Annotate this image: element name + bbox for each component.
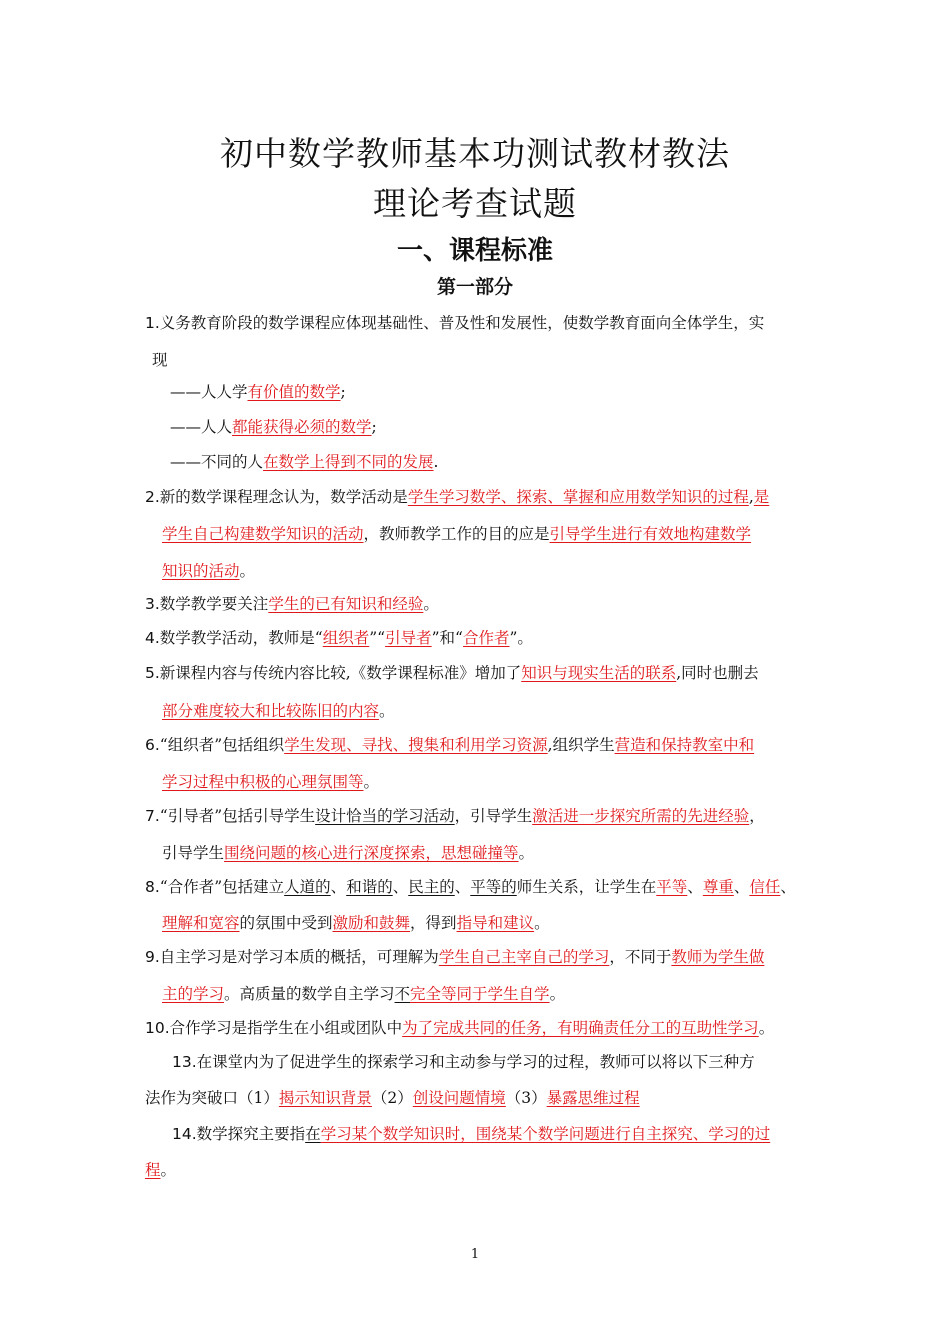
question-text: 合作学习是指学生在小组或团队中 — [169, 1019, 403, 1037]
punctuation: 、 — [687, 878, 703, 896]
question-13-continuation — [145, 1088, 640, 1108]
item-prefix: ——人人学 — [170, 383, 248, 401]
question-2 — [145, 487, 769, 507]
part-heading: 第一部分 — [436, 276, 513, 298]
question-number: 14. — [172, 1125, 197, 1143]
question-5 — [145, 663, 759, 683]
answer: 知识的活动 — [162, 562, 240, 580]
question-number: 10. — [145, 1019, 170, 1037]
question-number: 7. — [145, 807, 160, 825]
underlined-text: 人道的 — [284, 878, 331, 896]
answer: 学生的已有知识和经验 — [268, 595, 424, 613]
question-text: 现 — [152, 351, 168, 369]
answer: 尊重 — [702, 878, 734, 896]
item-suffix: ; — [340, 383, 346, 401]
punctuation: 、 — [733, 878, 750, 896]
question-text: 数学教学活动，教师是“ — [159, 629, 323, 647]
answer: 程 — [145, 1161, 161, 1179]
question-text: 数学教学要关注 — [159, 595, 269, 613]
question-text: （2） — [371, 1089, 413, 1107]
question-13 — [172, 1052, 755, 1072]
punctuation: 。 — [423, 595, 439, 613]
answer: 教师为学生做 — [671, 948, 765, 966]
question-text: “组织者”包括组织 — [159, 736, 285, 754]
underlined-text: 在 — [305, 1125, 321, 1143]
item-suffix: ; — [371, 418, 377, 436]
answer: 都能获得必须的数学 — [232, 418, 372, 436]
answer: 引导学生进行有效地构建数学 — [549, 525, 752, 543]
answer: 完全等同于学生自学 — [410, 985, 550, 1003]
question-text: 师生关系，让学生在 — [516, 878, 657, 896]
answer: 信任 — [749, 878, 781, 896]
question-14-continuation — [145, 1160, 176, 1180]
question-5-continuation — [162, 701, 395, 721]
answer: 学生自己构建数学知识的活动 — [162, 525, 364, 543]
question-number: 1. — [145, 314, 160, 332]
punctuation: 、 — [330, 878, 347, 896]
question-text: “引导者”包括引导学生 — [159, 807, 316, 825]
question-text: 法作为突破口（1） — [145, 1089, 279, 1107]
punctuation: 、 — [780, 878, 796, 896]
question-text: 在课堂内为了促进学生的探索学习和主动参与学习的过程，教师可以将以下三种方 — [196, 1053, 755, 1071]
answer: 组织者 — [322, 629, 370, 647]
question-number: 3. — [145, 595, 160, 613]
underlined-text: 不 — [394, 985, 411, 1003]
answer: 平等 — [656, 878, 688, 896]
question-number: 13. — [172, 1053, 197, 1071]
question-2-continuation-2 — [162, 561, 255, 581]
question-6 — [145, 735, 754, 755]
answer: 知识与现实生活的联系 — [521, 664, 677, 682]
answer: 创设问题情境 — [412, 1089, 506, 1107]
question-text: ，引导学生 — [454, 807, 533, 825]
question-text: 。高质量的数学自主学习 — [224, 985, 395, 1003]
answer: 学生学习数学、探索、掌握和应用数学知识的过程 — [407, 488, 749, 506]
answer: 学习某个数学知识时，围绕某个数学问题进行自主探究、学习的过 — [320, 1125, 771, 1143]
document-title-line2: 理论考查试题 — [373, 184, 577, 223]
question-text: 数学探究主要指 — [196, 1125, 306, 1143]
question-text: 自主学习是对学习本质的概括，可理解为 — [159, 948, 439, 966]
question-text: ,同时也删去 — [676, 664, 759, 682]
underlined-text: 平等的 — [470, 878, 517, 896]
question-text: ,组织学生 — [547, 736, 615, 754]
question-14 — [172, 1124, 770, 1144]
question-8 — [145, 877, 796, 897]
question-text: 引导学生 — [162, 844, 225, 862]
punctuation: 。 — [239, 562, 256, 580]
question-10 — [145, 1018, 774, 1038]
question-text: ，不同于 — [609, 948, 672, 966]
answer: 学习过程中积极的心理氛围等 — [162, 773, 364, 791]
question-9 — [145, 947, 764, 967]
answer: 理解和宽容 — [162, 914, 240, 932]
item-prefix: ——人人 — [170, 418, 233, 436]
question-2-continuation — [162, 524, 751, 544]
punctuation: 。 — [518, 844, 535, 862]
answer: 激励和鼓舞 — [332, 914, 411, 932]
answer: 在数学上得到不同的发展 — [263, 453, 434, 471]
item-suffix: . — [433, 453, 439, 471]
question-number: 5. — [145, 664, 160, 682]
document-title-line1: 初中数学教师基本功测试教材教法 — [220, 134, 730, 173]
answer: 指导和建议 — [456, 914, 535, 932]
question-text: ”“ — [369, 629, 386, 647]
answer: 引导者 — [385, 629, 432, 647]
punctuation: 。 — [534, 914, 550, 932]
answer: 主的学习 — [162, 985, 225, 1003]
punctuation: 。 — [549, 985, 566, 1003]
answer: 激活进一步探究所需的先进经验 — [532, 807, 750, 825]
question-1-continuation — [152, 350, 168, 370]
question-number: 9. — [145, 948, 160, 966]
page-number: 1 — [470, 1247, 480, 1262]
punctuation: ”。 — [509, 629, 533, 647]
question-6-continuation — [162, 772, 379, 792]
question-1-item-2 — [170, 417, 377, 437]
question-text: ，得到 — [410, 914, 457, 932]
answer: 部分难度较大和比较陈旧的内容 — [162, 702, 380, 720]
question-text: “合作者”包括建立 — [159, 878, 285, 896]
punctuation: 、 — [392, 878, 409, 896]
punctuation: 、 — [454, 878, 471, 896]
question-3 — [145, 594, 439, 614]
question-1-item-3 — [170, 452, 438, 472]
question-4 — [145, 628, 533, 648]
punctuation: 。 — [758, 1019, 775, 1037]
answer: 为了完成共同的任务，有明确责任分工的互助性学习 — [402, 1019, 759, 1037]
punctuation: 。 — [160, 1161, 177, 1179]
underlined-text: 民主的 — [408, 878, 455, 896]
question-1 — [145, 313, 764, 333]
underlined-text: 和谐的 — [346, 878, 393, 896]
punctuation: 。 — [363, 773, 380, 791]
answer: 合作者 — [462, 629, 510, 647]
question-text: 新课程内容与传统内容比较,《数学课程标准》增加了 — [159, 664, 522, 682]
section-heading: 一、课程标准 — [396, 236, 553, 266]
question-text: ，教师教学工作的目的应是 — [363, 525, 550, 543]
punctuation: 。 — [379, 702, 395, 720]
question-text: 的氛围中受到 — [239, 914, 333, 932]
answer: 学生发现、寻找、搜集和利用学习资源 — [284, 736, 548, 754]
item-prefix: ——不同的人 — [170, 453, 264, 471]
answer: 是 — [753, 488, 770, 506]
question-text: （3） — [505, 1089, 547, 1107]
punctuation: , — [748, 488, 754, 506]
question-7-continuation — [162, 843, 534, 863]
question-number: 4. — [145, 629, 160, 647]
question-text: 新的数学课程理念认为，数学活动是 — [159, 488, 408, 506]
question-8-continuation — [162, 913, 550, 933]
punctuation: ， — [749, 807, 765, 825]
answer: 揭示知识背景 — [278, 1089, 372, 1107]
underlined-text: 设计恰当的学习活动 — [315, 807, 455, 825]
question-text: ”和“ — [431, 629, 463, 647]
question-1-item-1 — [170, 382, 346, 402]
question-9-continuation — [162, 984, 565, 1004]
answer: 学生自己主宰自己的学习 — [438, 948, 610, 966]
question-number: 6. — [145, 736, 160, 754]
answer: 营造和保持教室中和 — [614, 736, 755, 754]
answer: 有价值的数学 — [247, 383, 341, 401]
answer: 暴露思维过程 — [546, 1089, 640, 1107]
question-number: 2. — [145, 488, 160, 506]
question-7 — [145, 806, 765, 826]
question-number: 8. — [145, 878, 160, 896]
question-text: 义务教育阶段的数学课程应体现基础性、普及性和发展性，使数学教育面向全体学生，实 — [159, 314, 765, 332]
answer: 围绕问题的核心进行深度探索，思想碰撞等 — [224, 844, 519, 862]
